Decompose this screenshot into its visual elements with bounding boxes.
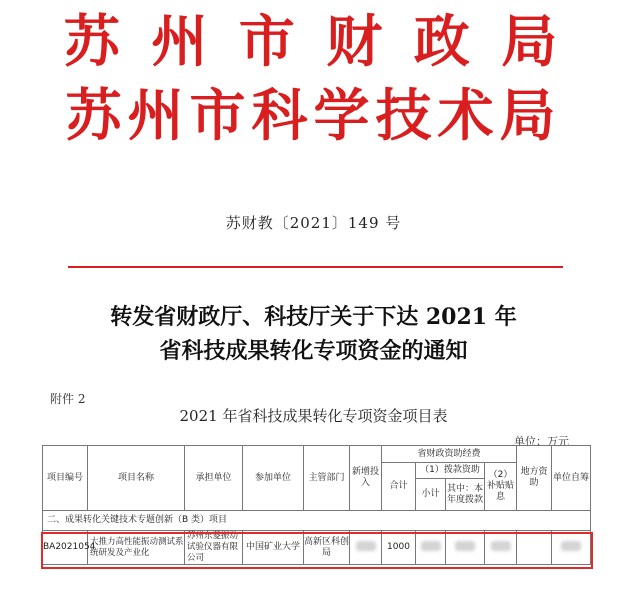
cell-project-no: BA2021054 [43, 531, 88, 565]
cell-self-raised [552, 531, 591, 565]
header-local-funding: 地方资助 [517, 446, 552, 511]
cell-project-name: 大推力高性能振动测试系统研发及产业化 [88, 531, 185, 565]
header-self-raised: 单位自筹 [552, 446, 591, 511]
header-provincial-funding: 省财政资助经费 [382, 446, 517, 463]
cell-subtotal [416, 531, 446, 565]
annex-label: 附件 2 [50, 392, 86, 406]
cell-lead-unit: 苏州东菱振动试验仪器有限公司 [185, 531, 243, 565]
notice-title-line1: 转发省财政厅、科技厅关于下达 2021 年 [110, 304, 517, 330]
notice-title-line2: 省科技成果转化专项资金的通知 [159, 338, 468, 364]
cell-new-investment [350, 531, 382, 565]
header-partner-unit: 参加单位 [243, 446, 304, 511]
header-interest-subsidy: （2）补贴贴息 [485, 463, 517, 511]
header-project-no: 项目编号 [43, 446, 88, 511]
cell-authority: 高新区科创局 [304, 531, 350, 565]
table-row [43, 531, 591, 565]
header-project-name: 项目名称 [88, 446, 185, 511]
header-this-year: 其中：本年度拨款 [446, 479, 485, 511]
red-divider-line [68, 266, 563, 268]
org-name-science-bureau: 苏州市科学技术局 [65, 83, 562, 149]
header-appropriation: （1）拨款资助 [416, 463, 485, 479]
redacted-value [561, 541, 581, 551]
header-authority: 主管部门 [304, 446, 350, 511]
org-name-finance-bureau: 苏 州 市 财 政 局 [63, 9, 564, 75]
cell-interest-subsidy [485, 531, 517, 565]
unit-label: 单位：万元 [514, 435, 569, 448]
header-subtotal: 小计 [416, 479, 446, 511]
section-row: 二、成果转化关键技术专题创新（B 类）项目 [43, 511, 591, 531]
redacted-value [491, 541, 511, 551]
header-lead-unit: 承担单位 [185, 446, 243, 511]
cell-this-year [446, 531, 485, 565]
redacted-value [421, 541, 441, 551]
redacted-value [356, 541, 376, 551]
document-number: 苏财教〔2021〕149 号 [225, 214, 402, 232]
header-new-investment: 新增投入 [350, 446, 382, 511]
header-total: 合计 [382, 463, 416, 511]
table-title: 2021 年省科技成果转化专项资金项目表 [179, 407, 448, 425]
cell-total: 1000 [382, 531, 416, 565]
cell-partner-unit: 中国矿业大学 [243, 531, 304, 565]
redacted-value [455, 541, 475, 551]
project-table [42, 445, 591, 565]
cell-local-funding [517, 531, 552, 565]
